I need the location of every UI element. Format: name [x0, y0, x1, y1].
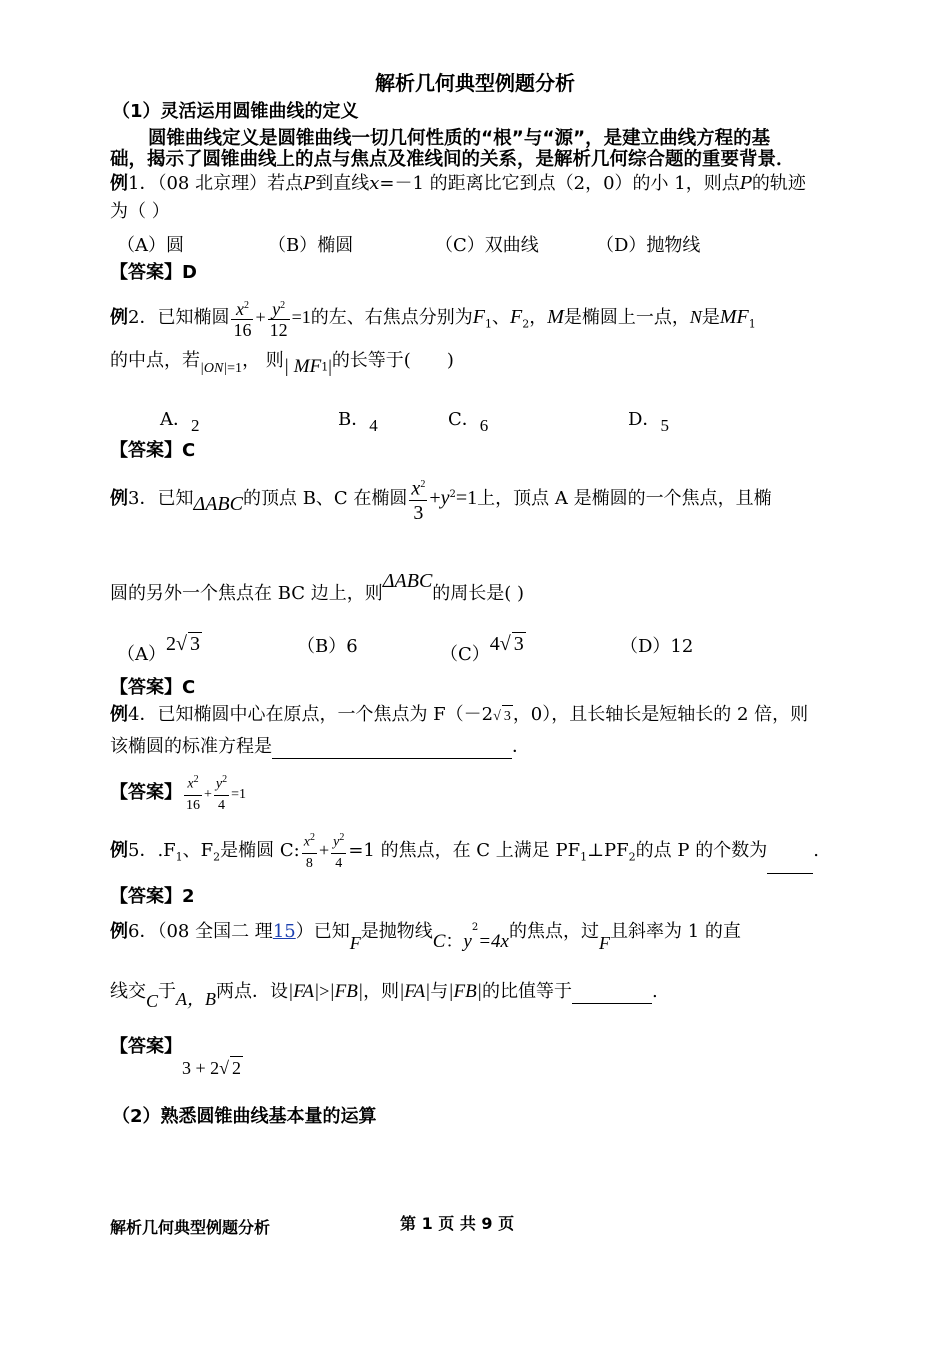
example-3-option-b: （B）6 [297, 636, 358, 657]
intro-line-1: 圆锥曲线定义是圆锥曲线一切几何性质的“根”与“源”，是建立曲线方程的基 [148, 128, 771, 149]
page-number: 第 1 页 共 9 页 [400, 1214, 515, 1233]
fraction: $\frac{x^2}{16}$ [231, 296, 253, 340]
example-2-answer: 【答案】C [110, 440, 196, 461]
example-2-line-1: 例2．已知椭圆 $\frac{x^2}{16}$ + $\frac{y^2}{12}$ =1的左、右焦点分别为$F_1$、$F_2$，M是椭圆上一点，N是$MF_1$ [110, 296, 756, 345]
example-5-answer: 【答案】2 [110, 886, 195, 907]
answer-blank[interactable] [572, 981, 652, 1004]
answer-blank[interactable] [767, 829, 813, 874]
example-2-option-b: B．4 [338, 409, 378, 435]
example-2-option-a: A．2 [160, 409, 200, 435]
section-heading-1: （1）灵活运用圆锥曲线的定义 [112, 101, 359, 122]
example-2-line-2: 的中点，若$_{|ON|=1}$， 则| $MF_1|$的长等于( ) [110, 350, 454, 377]
example-label: 例 [110, 173, 128, 194]
example-3-option-d: （D）12 [620, 636, 694, 657]
example-1-option-a: （A）圆 [117, 235, 184, 256]
example-6-line-1: 例6．（08 全国二 理15）已知F是抛物线C：$y^2=4x$的焦点，过F且斜率为 1 的直 [110, 921, 741, 953]
example-1-option-c: （C）双曲线 [435, 235, 539, 256]
example-6-answer: 【答案】3 + 2√ 2 [110, 1036, 242, 1078]
example-3-line-1: 例3．已知ΔABC的顶点 B、C 在椭圆 $\frac{x^2}{3}$ $+y^2=1$上，顶点 A 是椭圆的一个焦点，且椭 [110, 471, 772, 528]
example-2-option-c: C．6 [448, 409, 489, 435]
example-3-answer: 【答案】C [110, 677, 196, 698]
answer-blank[interactable] [272, 736, 512, 759]
example-1-line-1: 例1．（08 北京理）若点P到直线x=－1 的距离比它到点（2，0）的小 1，则点P的轨迹 [110, 173, 806, 194]
example-3-option-c: （C）4√ 3 [440, 633, 524, 665]
example-6-line-2: 线交C于A，B两点．设|FA|>|FB|，则|FA|与|FB|的比值等于 . [110, 981, 658, 1011]
example-2-option-d: D．5 [628, 409, 669, 435]
fraction: $\frac{x^2}{8}$ [302, 828, 317, 874]
example-4-line-2: 该椭圆的标准方程是 ． [110, 736, 530, 757]
example-4-answer: 【答案】 $\frac{x^2}{16}$ + $\frac{y^2}{4}$ =1 [110, 770, 246, 818]
intro-line-2: 础，揭示了圆锥曲线上的点与焦点及准线间的关系，是解析几何综合题的重要背景． [110, 149, 795, 170]
fraction: $\frac{x^2}{3}$ [409, 473, 427, 526]
example-3-option-a: （A）2√ 3 [117, 633, 200, 665]
example-1-option-b: （B）椭圆 [268, 235, 354, 256]
fraction: $\frac{x^2}{16}$ [184, 770, 202, 816]
example-1-line-2: 为（ ） [110, 201, 170, 222]
problem-link[interactable]: 15 [272, 921, 296, 942]
footer-title: 解析几何典型例题分析 [110, 1218, 271, 1237]
fraction: $\frac{y^2}{12}$ [268, 296, 290, 340]
example-3-line-2: 圆的另外一个焦点在 BC 边上，则ΔABC的周长是( ) [110, 570, 525, 604]
example-5-line-1: 例5．$.F_1$、$F_2$是椭圆 C: $\frac{x^2}{8}$ + $\frac{y^2}{4}$ =1 的焦点，在 C 上满足 $PF_1\perp PF_2$的点 P 的个数为 . [110, 828, 819, 880]
fraction: $\frac{y^2}{4}$ [214, 770, 229, 816]
example-1-option-d: （D）抛物线 [596, 235, 701, 256]
example-4-line-1: 例4．已知椭圆中心在原点，一个焦点为 F（－2√ 3 ，0），且长轴长是短轴长的 2 倍，则 [110, 704, 808, 728]
example-1-answer: 【答案】D [110, 262, 197, 283]
section-heading-2: （2）熟悉圆锥曲线基本量的运算 [112, 1106, 377, 1127]
page-title: 解析几何典型例题分析 [375, 71, 575, 95]
fraction: $\frac{y^2}{4}$ [331, 828, 346, 874]
